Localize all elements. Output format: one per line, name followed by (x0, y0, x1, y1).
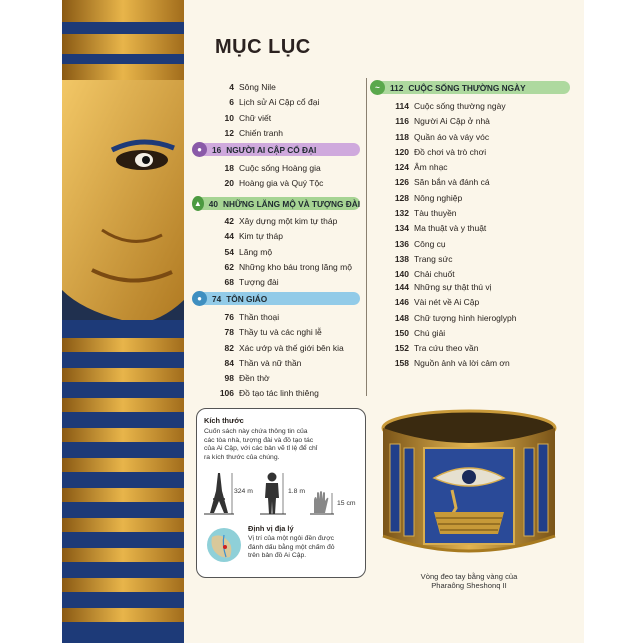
scale-drawings (204, 471, 359, 517)
eiffel-tower-icon (204, 473, 234, 514)
toc-entry[interactable]: 118 Quần áo và váy vóc (395, 131, 490, 142)
section-header-tombs[interactable]: ▲ 40 NHỮNG LĂNG MỘ VÀ TƯỢNG ĐÀI (196, 197, 360, 210)
mask-illustration (62, 0, 184, 643)
toc-entry[interactable]: 148 Chữ tượng hình hieroglyph (394, 312, 517, 323)
toc-entry[interactable]: 20 Hoàng gia và Quý Tộc (224, 178, 324, 189)
toc-entry[interactable]: 84 Thần và nữ thần (224, 357, 302, 368)
toc-appendix (370, 280, 570, 372)
toc-entry[interactable]: 68 Tượng đài (224, 277, 279, 288)
location-text-line: trên bản đồ Ai Cập. (248, 552, 307, 559)
scale-tower-label: 324 m (234, 488, 253, 495)
location-text-line: đánh dấu bằng một chấm đỏ (248, 543, 335, 551)
toc-entry[interactable]: 150 Chú giải (394, 327, 446, 338)
hand-icon (310, 491, 334, 514)
size-heading: Kích thước (204, 416, 244, 425)
scale-person-label: 1.8 m (288, 488, 305, 495)
legend-box (196, 408, 366, 578)
person-icon (260, 473, 286, 515)
toc-entry[interactable]: 12 Chiến tranh (224, 127, 283, 138)
toc-entry[interactable]: 82 Xác ướp và thế giới bên kia (224, 342, 344, 353)
size-text-line: các tòa nhà, tượng đài và đồ tạo tác (204, 436, 314, 444)
section-header-daily-life[interactable]: ~ 112 CUỘC SỐNG THƯỜNG NGÀY (374, 81, 570, 94)
toc-entry[interactable]: 42 Xây dựng một kim tự tháp (224, 216, 338, 226)
toc-section-1 (184, 161, 374, 192)
toc-entry[interactable]: 62 Những kho báu trong lăng mộ (224, 261, 352, 272)
toc-entry[interactable]: 54 Lăng mộ (224, 246, 273, 257)
toc-section-3 (184, 310, 374, 402)
toc-entry[interactable]: 134 Ma thuật và y thuật (394, 223, 487, 234)
toc-entry[interactable]: 132 Tàu thuyền (394, 208, 457, 219)
bracelet-caption (372, 572, 566, 590)
toc-entry[interactable]: 146 Vài nét về Ai Cập (394, 297, 480, 308)
size-text-line: ra kích thước của chúng. (204, 453, 280, 461)
drop-icon: ● (192, 291, 207, 306)
toc-entry[interactable]: 152 Tra cứu theo vần (394, 343, 479, 354)
section-header-people[interactable]: ● 16 NGƯỜI AI CẬP CỔ ĐẠI (196, 143, 360, 156)
toc-entry[interactable]: 10 Chữ viết (224, 112, 272, 123)
pyramid-icon: ▲ (192, 196, 204, 211)
gold-bracelet-illustration (372, 408, 566, 568)
boat-icon: ~ (370, 80, 385, 95)
toc-section-2 (184, 214, 374, 290)
toc-section-4 (370, 99, 570, 283)
size-text-line: của Ai Cập, với các bản vẽ tỉ lệ để chỉ (204, 445, 318, 452)
toc-entry[interactable]: 126 Săn bắn và đánh cá (394, 177, 490, 188)
toc-entry[interactable]: 18 Cuộc sống Hoàng gia (224, 163, 321, 173)
toc-entry[interactable]: 128 Nông nghiệp (394, 192, 463, 203)
map-locator-icon (206, 527, 242, 563)
toc-entry[interactable]: 76 Thần thoại (224, 312, 280, 322)
toc-entry[interactable]: 114 Cuộc sống thường ngày (395, 101, 506, 111)
toc-entry[interactable]: 78 Thầy tu và các nghi lễ (224, 327, 322, 338)
toc-entry[interactable]: 4 Sông Nile (229, 82, 276, 92)
tutankhamun-mask-photo (62, 0, 184, 643)
column-divider (366, 78, 367, 396)
section-header-religion[interactable]: ● 74 TÔN GIÁO (196, 292, 360, 305)
toc-entry[interactable]: 140 Chải chuốt (394, 269, 455, 280)
toc-entry[interactable]: 138 Trang sức (394, 253, 453, 264)
page-title: MỤC LỤC (215, 36, 311, 58)
toc-entry[interactable]: 44 Kim tự tháp (224, 231, 283, 242)
location-heading: Định vị địa lý (248, 524, 294, 533)
location-text-line: Vị trí của một ngôi đền được (248, 535, 335, 542)
toc-entry[interactable]: 120 Đồ chơi và trò chơi (394, 146, 487, 157)
toc-entry[interactable]: 116 Người Ai Cập ở nhà (395, 116, 490, 127)
toc-entry[interactable]: 124 Âm nhạc (394, 162, 448, 173)
toc-entry[interactable]: 106 Đồ tạo tác linh thiêng (219, 388, 319, 399)
toc-entry[interactable]: 144 Những sự thật thú vị (394, 282, 492, 292)
toc-entry[interactable]: 136 Công cụ (394, 238, 446, 249)
size-text-line: Cuốn sách này chứa thông tin của (204, 428, 308, 435)
bracelet-photo (372, 408, 566, 568)
toc-column-1 (184, 80, 374, 141)
toc-entry[interactable]: 6 Lịch sử Ai Cập cổ đại (229, 97, 320, 108)
toc-entry[interactable]: 98 Đền thờ (224, 373, 270, 384)
person-icon: ● (192, 142, 207, 157)
scale-hand-label: 15 cm (337, 500, 356, 507)
caption-line: Pharaông Sheshonq II (431, 581, 507, 590)
caption-line: Vòng đeo tay bằng vàng của (420, 572, 518, 581)
toc-entry[interactable]: 158 Nguồn ảnh và lời cảm ơn (394, 358, 510, 369)
